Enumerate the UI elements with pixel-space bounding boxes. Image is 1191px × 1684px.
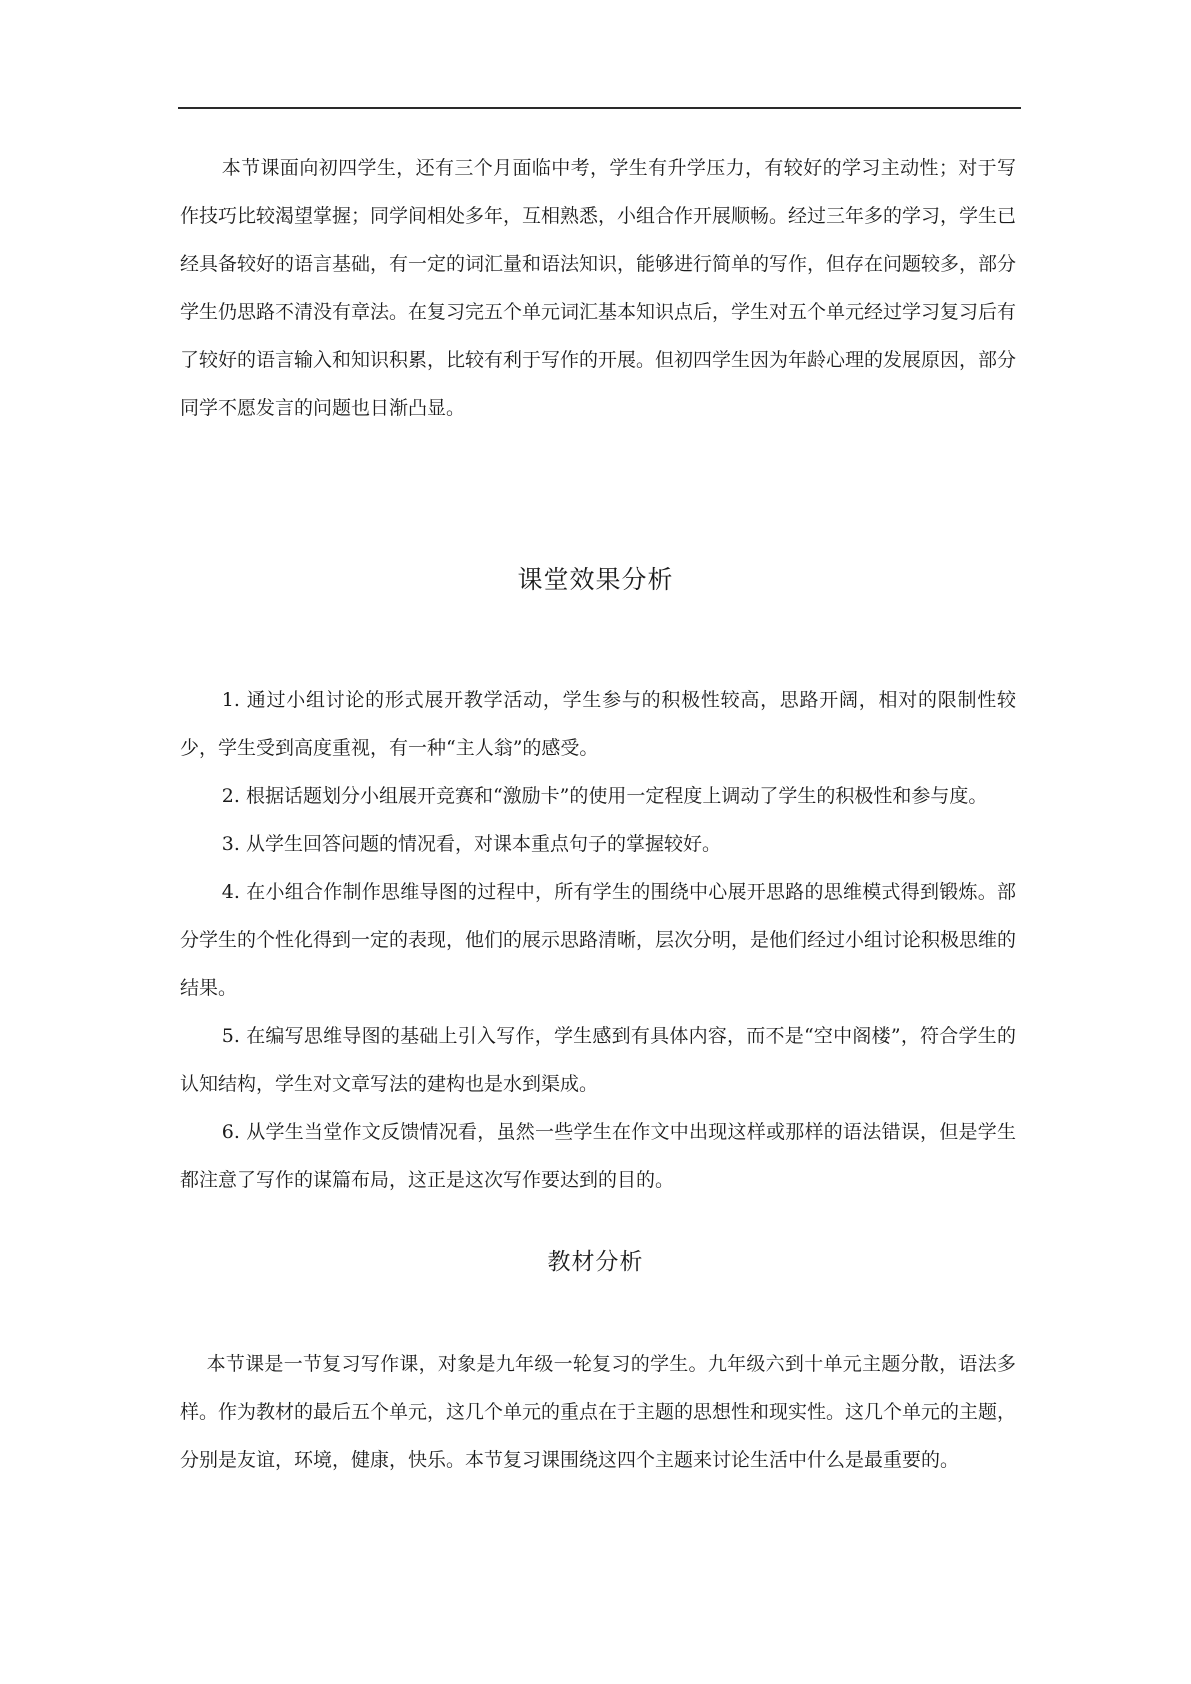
material-analysis-section [180,1340,1016,1484]
classroom-effect-item-2: 2. 根据话题划分小组展开竞赛和“激励卡”的使用一定程度上调动了学生的积极性和参与度。 [221,785,988,807]
header-rule [178,107,1021,109]
material-analysis-title: 教材分析 [547,1249,644,1275]
classroom-effect-item-6: 6. 从学生当堂作文反馈情况看，虽然一些学生在作文中出现这样或那样的语法错误，但是学生都注意了写作的谋篇布局，这正是这次写作要达到的目的。 [180,1121,1016,1191]
student-analysis-section [180,144,1016,432]
classroom-effect-item-5: 5. 在编写思维导图的基础上引入写作，学生感到有具体内容，而不是“空中阁楼”，符合学生的认知结构，学生对文章写法的建构也是水到渠成。 [180,1025,1016,1095]
classroom-effect-item-4: 4. 在小组合作制作思维导图的过程中，所有学生的围绕中心展开思路的思维模式得到锻炼。部分学生的个性化得到一定的表现，他们的展示思路清晰，层次分明，是他们经过小组讨论积极思维的结果。 [180,881,1017,999]
classroom-effect-item-3: 3. 从学生回答问题的情况看，对课本重点句子的掌握较好。 [221,833,721,855]
classroom-effect-list [180,676,1016,1204]
classroom-effect-title: 课堂效果分析 [517,565,674,594]
student-analysis-paragraph: 本节课面向初四学生，还有三个月面临中考，学生有升学压力，有较好的学习主动性；对于写作技巧比较渴望掌握；同学间相处多年，互相熟悉，小组合作开展顺畅。经过三年多的学习，学生已经具备较好的语言基础，有一定的词汇量和语法知识，能够进行简单的写作，但存在问题较多，部分学生仍思路不清没有章法。在复习完五个单元词汇基本知识点后，学生对五个单元经过学习复习后有了较好的语言输入和知识积累，比较有利于写作的开展。但初四学生因为年龄心理的发展原因，部分同学不愿发言的问题也日渐凸显。 [180,157,1017,419]
classroom-effect-item-1: 1. 通过小组讨论的形式展开教学活动，学生参与的积极性较高，思路开阔，相对的限制性较少，学生受到高度重视，有一种“主人翁”的感受。 [180,689,1016,759]
material-analysis-paragraph: 本节课是一节复习写作课，对象是九年级一轮复习的学生。九年级六到十单元主题分散，语法多样。作为教材的最后五个单元，这几个单元的重点在于主题的思想性和现实性。这几个单元的主题，分别是友谊，环境，健康，快乐。本节复习课围绕这四个主题来讨论生活中什么是最重要的。 [180,1353,1017,1471]
